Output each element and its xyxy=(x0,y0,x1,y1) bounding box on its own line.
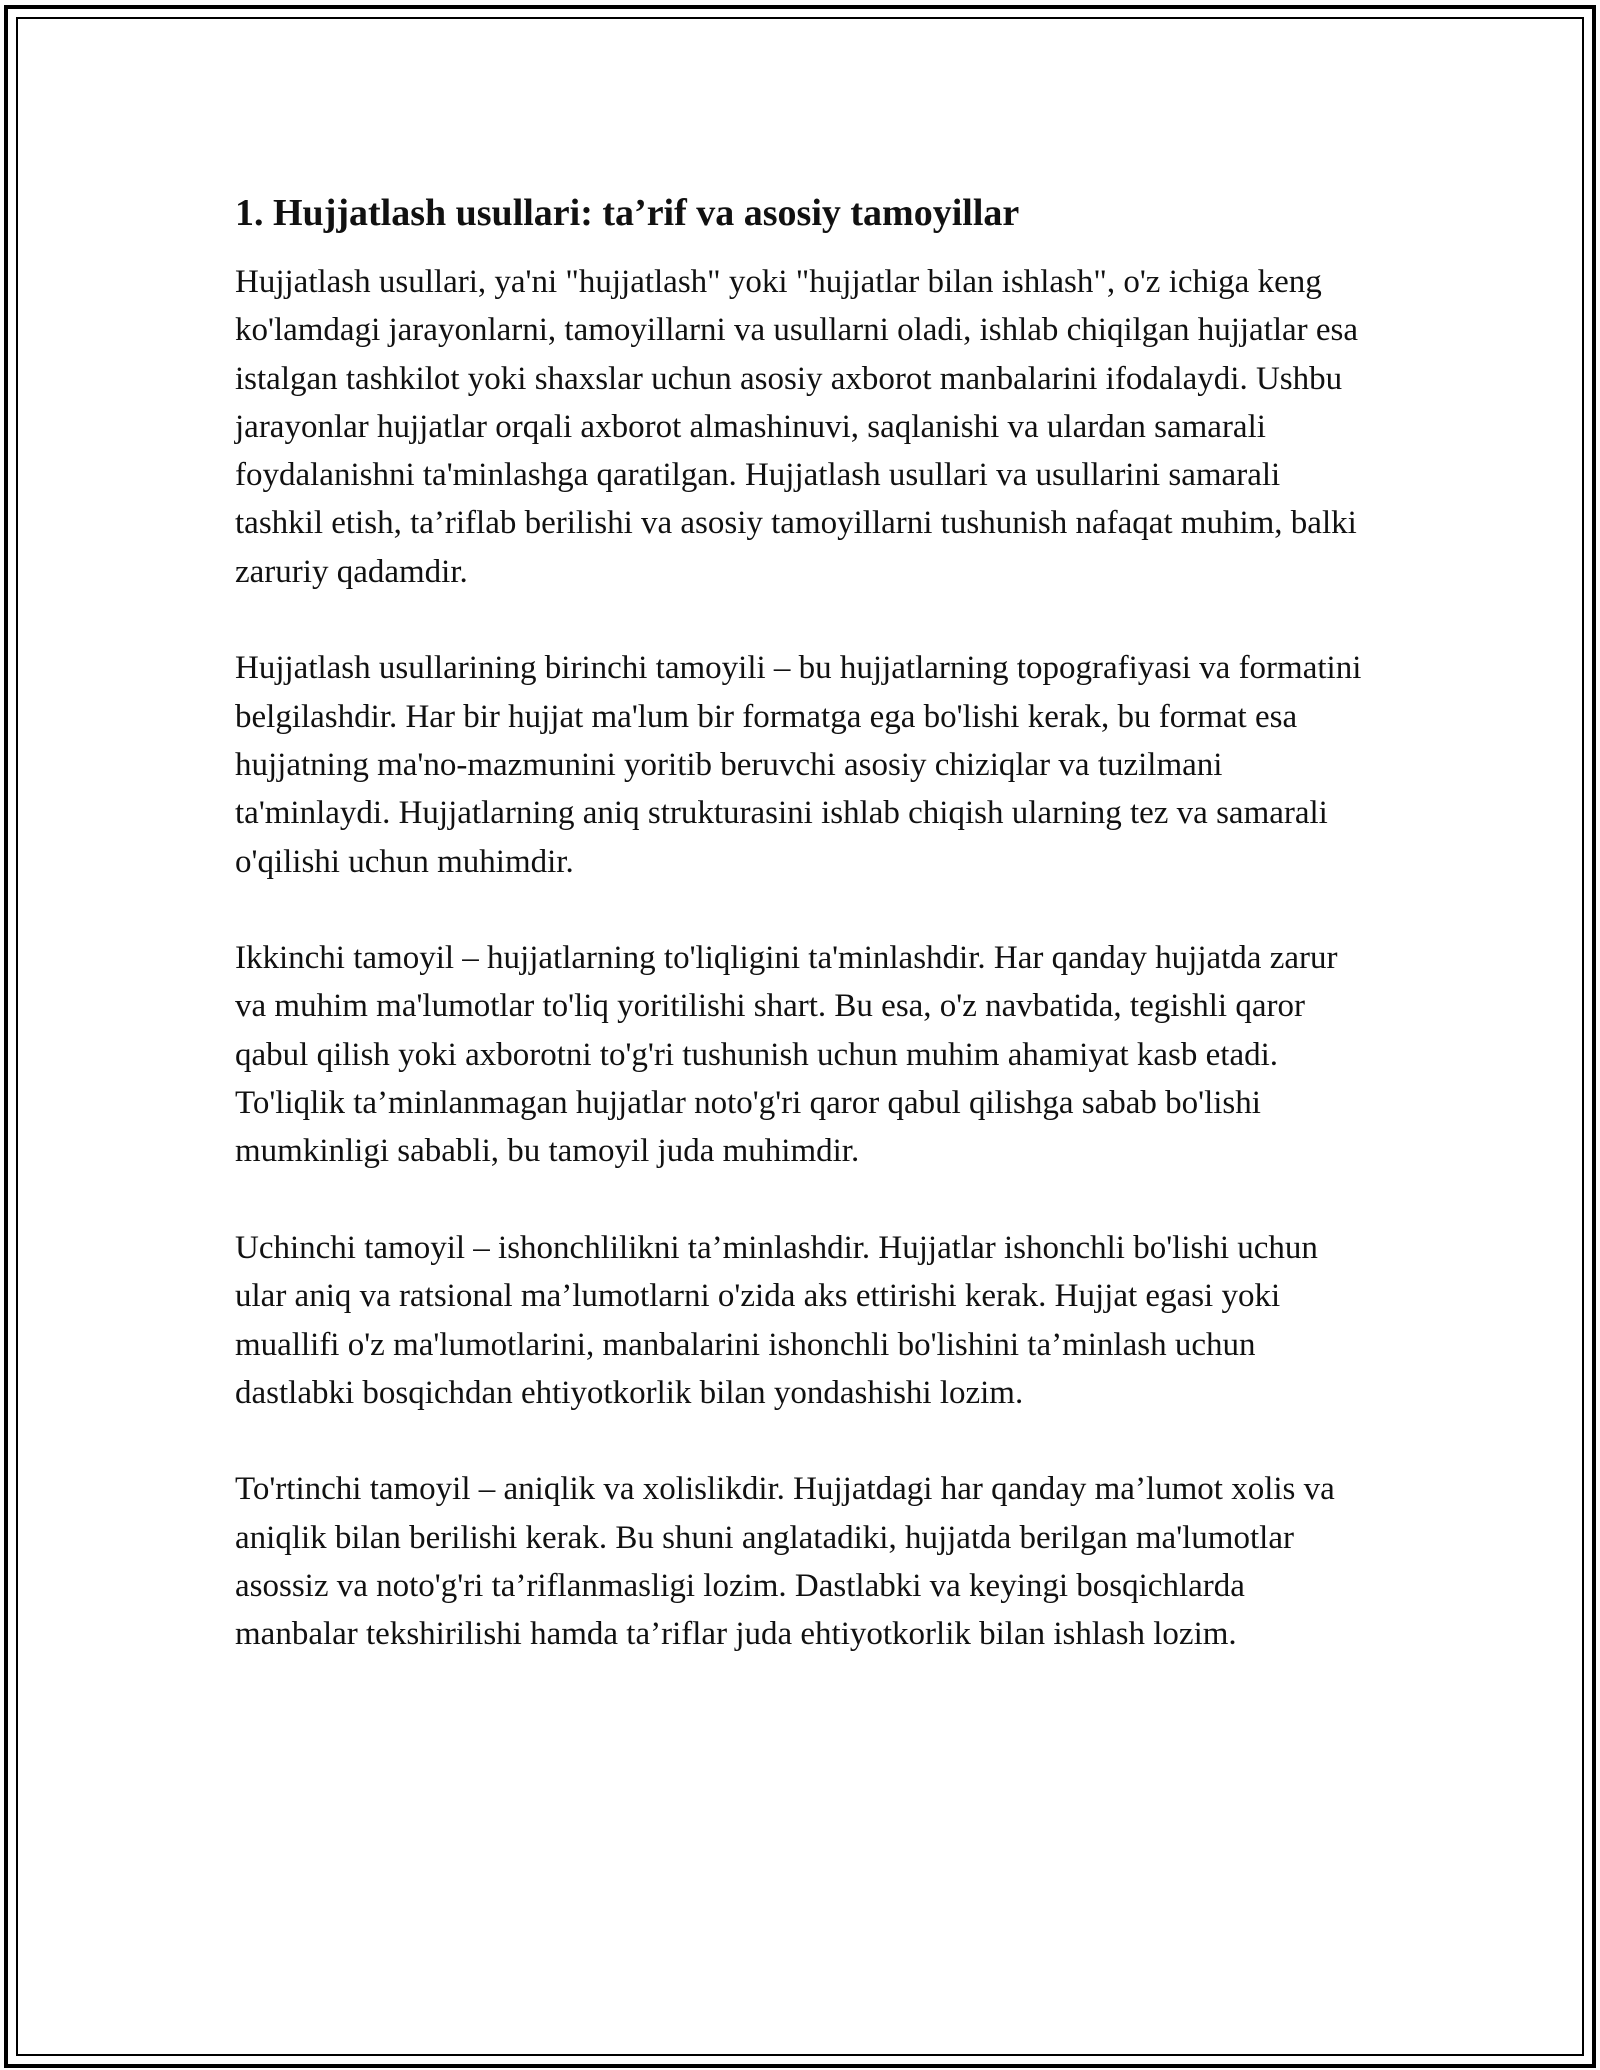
paragraph-fourth-principle: To'rtinchi tamoyil – aniqlik va xolislikdir. Hujjatdagi har qanday ma’lumot xolis va aniqlik bilan berilishi kerak. Bu shuni anglatadiki, hujjatda berilgan ma'lumotlar asossiz va noto'g'ri ta’riflanmasligi lozim. Dastlabki va keyingi bosqichlarda manbalar tekshirilishi hamda ta’riflar juda ehtiyotkorlik bilan ishlash lozim. xyxy=(235,1471,1335,1653)
paragraph-second-principle: Ikkinchi tamoyil – hujjatlarning to'liqligini ta'minlashdir. Har qanday hujjatda zarur va muhim ma'lumotlar to'liq yoritilishi shart. Bu esa, o'z navbatida, tegishli qaror qabul qilish yoki axborotni to'g'ri tushunish uchun muhim ahamiyat kasb etadi. To'liqlik ta’minlanmagan hujjatlar noto'g'ri qaror qabul qilishga sabab bo'lishi mumkinligi sababli, bu tamoyil juda muhimdir. xyxy=(235,940,1338,1170)
paragraph-third-principle: Uchinchi tamoyil – ishonchlilikni ta’minlashdir. Hujjatlar ishonchli bo'lishi uchun ular aniq va ratsional ma’lumotlarni o'zida aks ettirishi kerak. Hujjat egasi yoki muallifi o'z ma'lumotlarini, manbalarini ishonchli bo'lishini ta’minlash uchun dastlabki bosqichdan ehtiyotkorlik bilan yondashishi lozim. xyxy=(235,1229,1318,1411)
paragraph-intro: Hujjatlash usullari, ya'ni "hujjatlash" yoki "hujjatlar bilan ishlash", o'z ichiga keng ko'lamdagi jarayonlarni, tamoyillarni va usullarni oladi, ishlab chiqilgan hujjatlar esa istalgan tashkilot yoki shaxslar uchun asosiy axborot manbalarini ifodalaydi. Ushbu jarayonlar hujjatlar orqali axborot almashinuvi, saqlanishi va ulardan samarali foydalanishni ta'minlashga qaratilgan. Hujjatlash usullari va usullarini samarali tashkil etish, ta’riflab berilishi va asosiy tamoyillarni tushunish nafaqat muhim, balki zaruriy qadamdir. xyxy=(235,264,1359,590)
document-body xyxy=(235,188,1375,1707)
section-heading: 1. Hujjatlash usullari: ta’rif va asosiy tamoyillar xyxy=(235,192,1020,234)
paragraph-first-principle: Hujjatlash usullarining birinchi tamoyili – bu hujjatlarning topografiyasi va formatini belgilashdir. Har bir hujjat ma'lum bir formatga ega bo'lishi kerak, bu format esa hujjatning ma'no-mazmunini yoritib beruvchi asosiy chiziqlar va tuzilmani ta'minlaydi. Hujjatlarning aniq strukturasini ishlab chiqish ularning tez va samarali o'qilishi uchun muhimdir. xyxy=(235,650,1362,880)
